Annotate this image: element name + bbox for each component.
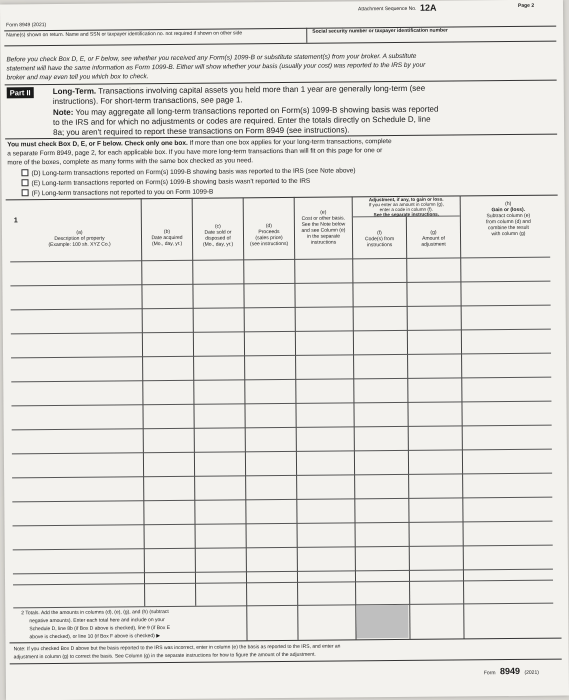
table-row[interactable] (13, 580, 553, 586)
part-line-2: instructions). For short-term transactions, see page 1. (52, 95, 243, 107)
table-row[interactable] (12, 497, 552, 503)
attachment-label: Attachment Sequence No. (358, 5, 417, 13)
col-c-format: (Mo., day, yr.) (202, 241, 234, 248)
col-g-line-2: adjustment (421, 241, 446, 248)
line-1-number: 1 (13, 217, 18, 225)
form-year: Form 8949 (2021) (6, 22, 47, 29)
col-e-header (295, 209, 352, 245)
must-check-line-2: a separate Form 8949, page 2, for each applicable box. If you have more long-term transactions than will fit on this page for one or (7, 147, 383, 158)
col-d-letter: (d) (265, 223, 273, 230)
table-row[interactable] (11, 401, 551, 407)
col-d-header (244, 223, 294, 247)
table-row[interactable] (13, 569, 553, 575)
checkbox-e-label: (E) Long-term transactions reported on Form(s) 1099-B showing basis wasn't reported to the IRS (31, 177, 311, 188)
part-line-1: Transactions involving capital assets you held more than 1 year are generally long-term (see (98, 83, 426, 96)
col-h-line-1: Subtract column (e) (486, 212, 531, 220)
col-c-header (193, 223, 243, 247)
col-b-title: Date acquired (151, 234, 183, 242)
checkbox-f[interactable] (22, 189, 29, 196)
col-h-line-4: with column (g) (491, 230, 526, 238)
shaded-cell-f (356, 605, 408, 638)
part-label: Part II (7, 87, 34, 98)
totals-line-3: Schedule D, line 8b (if Box D above is checked), line 9 (if Box E (29, 625, 171, 633)
checkbox-d[interactable] (21, 169, 28, 176)
col-d-note: (see instructions) (250, 240, 289, 248)
col-e-line-5: instructions (310, 239, 337, 246)
adj-line-2: If you enter an amount in column (g), (368, 201, 444, 208)
col-g-line-1: Amount of (422, 235, 445, 242)
col-e-line-4: in the separate (306, 233, 341, 240)
table-row[interactable] (10, 281, 550, 287)
page-number: Page 2 (517, 2, 535, 9)
table-row[interactable] (11, 305, 551, 311)
adj-line-3: enter a code in column (f). (379, 206, 433, 213)
col-c-letter: (c) (214, 223, 221, 230)
adjustment-header (353, 196, 460, 217)
totals-line-1: 2 Totals. Add the amounts in columns (d), (e), (g), and (h) (subtract (21, 609, 169, 617)
col-e-letter: (e) (320, 209, 327, 216)
table-row[interactable] (11, 353, 551, 359)
adj-line-1: Adjustment, if any, to gain or loss. (368, 196, 444, 203)
names-label: Name(s) shown on return. Name and SSN or taxpayer identification no. not required if shown on other side (6, 30, 243, 39)
footer (484, 661, 539, 679)
totals-line-4: above is checked), or line 10 (if Box F above is checked) ▶ (29, 633, 161, 641)
col-b-header (142, 229, 192, 247)
table-row[interactable] (12, 473, 552, 479)
table-row[interactable] (11, 377, 551, 383)
col-d-title: Proceeds (258, 229, 280, 236)
footer-form-number: 8949 (499, 665, 521, 677)
totals-line-2: negative amounts). Enter each total here and include on your (29, 617, 165, 625)
col-e-line-2: See the Note below (301, 221, 346, 228)
col-c-title-2: disposed of (205, 235, 231, 242)
col-f-header (353, 230, 406, 248)
note-label: Note: (52, 107, 74, 118)
sequence-number: 12A (419, 2, 437, 13)
col-f-line-1: Code(s) from (364, 236, 395, 243)
col-h-line-3: combine the result (487, 224, 529, 232)
must-check-text: If more than one box applies for your long-term transactions, complete (189, 138, 392, 147)
checkbox-row-e[interactable] (22, 177, 311, 188)
col-c-title-1: Date sold or (204, 229, 232, 236)
footer-year: (2021) (524, 669, 539, 676)
col-h-letter: (h) (505, 201, 512, 208)
note-line-2: adjustment in column (g) to correct the basis. See Column (g) in the separate instructions for how to figure the amount of the adjustment. (13, 651, 316, 661)
col-a-example: (Example: 100 sh. XYZ Co.) (48, 241, 111, 249)
must-check-line-3: more of the boxes, complete as many forms with the same box checked as you need. (7, 157, 254, 167)
note-line-1: Note: If you checked Box D above but the basis reported to the IRS was incorrect, enter in column (e) the basis as reported to the IRS, and enter an (13, 643, 341, 653)
checkbox-e[interactable] (22, 179, 29, 186)
col-a-letter: (a) (76, 229, 83, 236)
checkbox-f-label: (F) Long-term transactions not reported to you on Form 1099-B (31, 188, 214, 198)
checkbox-d-label: (D) Long-term transactions reported on Form(s) 1099-B showing basis was reported to the IRS (see Note above) (31, 167, 356, 178)
part-line-3: You may aggregate all long-term transactions reported on Form(s) 1099-B showing basis was reported (75, 104, 439, 117)
col-f-line-2: instructions (366, 242, 393, 249)
adj-line-4: See the separate instructions. (373, 211, 440, 218)
table-row[interactable] (11, 329, 551, 335)
col-e-line-1: Cost or other basis. (301, 215, 346, 222)
col-h-line-2: from column (d) and (485, 218, 531, 226)
footer-form-label: Form (483, 670, 496, 677)
col-f-letter: (f) (377, 230, 382, 237)
part-line-4: to the IRS and for which no adjustments or codes are required. Enter the totals directly on Schedule D, line (52, 114, 431, 128)
must-check-bold: You must check Box D, E, or F below. Check only one box. (7, 139, 188, 149)
col-h-title: Gain or (loss). (491, 206, 526, 214)
transaction-rows (0, 0, 563, 4)
col-h-header (461, 201, 556, 238)
table-row[interactable] (13, 603, 553, 609)
col-g-header (407, 229, 460, 247)
col-a-header (22, 229, 137, 248)
intro-line-3: broker and may even tell you which box to check. (6, 73, 149, 82)
table-row[interactable] (13, 521, 553, 527)
col-g-letter: (g) (430, 229, 437, 236)
table-row[interactable] (10, 257, 550, 263)
col-d-sub: (sales price) (255, 235, 283, 242)
table-row[interactable] (13, 545, 553, 551)
col-b-format: (Mo., day, yr.) (151, 240, 183, 248)
col-e-line-3: and see Column (e) (301, 227, 346, 234)
table-row[interactable] (12, 425, 552, 431)
checkbox-row-f[interactable] (22, 188, 214, 198)
table-row[interactable] (12, 449, 552, 455)
intro-line-2: statement will have the same information as Form 1099-B. Either will show whether your basis (usually your cost) was reported to the IRS by your (6, 61, 426, 73)
part-line-5: 8a; you aren't required to report these transactions on Form 8949 (see instructions). (53, 125, 350, 138)
intro-line-1: Before you check Box D, E, or F below, see whether you received any Form(s) 1099-B or substitute statement(s) from your broker. A substitute (6, 52, 417, 64)
part-title: Long-Term. (52, 86, 97, 97)
col-a-title: Description of property (54, 235, 105, 243)
ssn-label: Social security number or taxpayer identification number (312, 27, 448, 35)
col-b-letter: (b) (163, 228, 171, 236)
checkbox-row-d[interactable] (21, 166, 355, 177)
